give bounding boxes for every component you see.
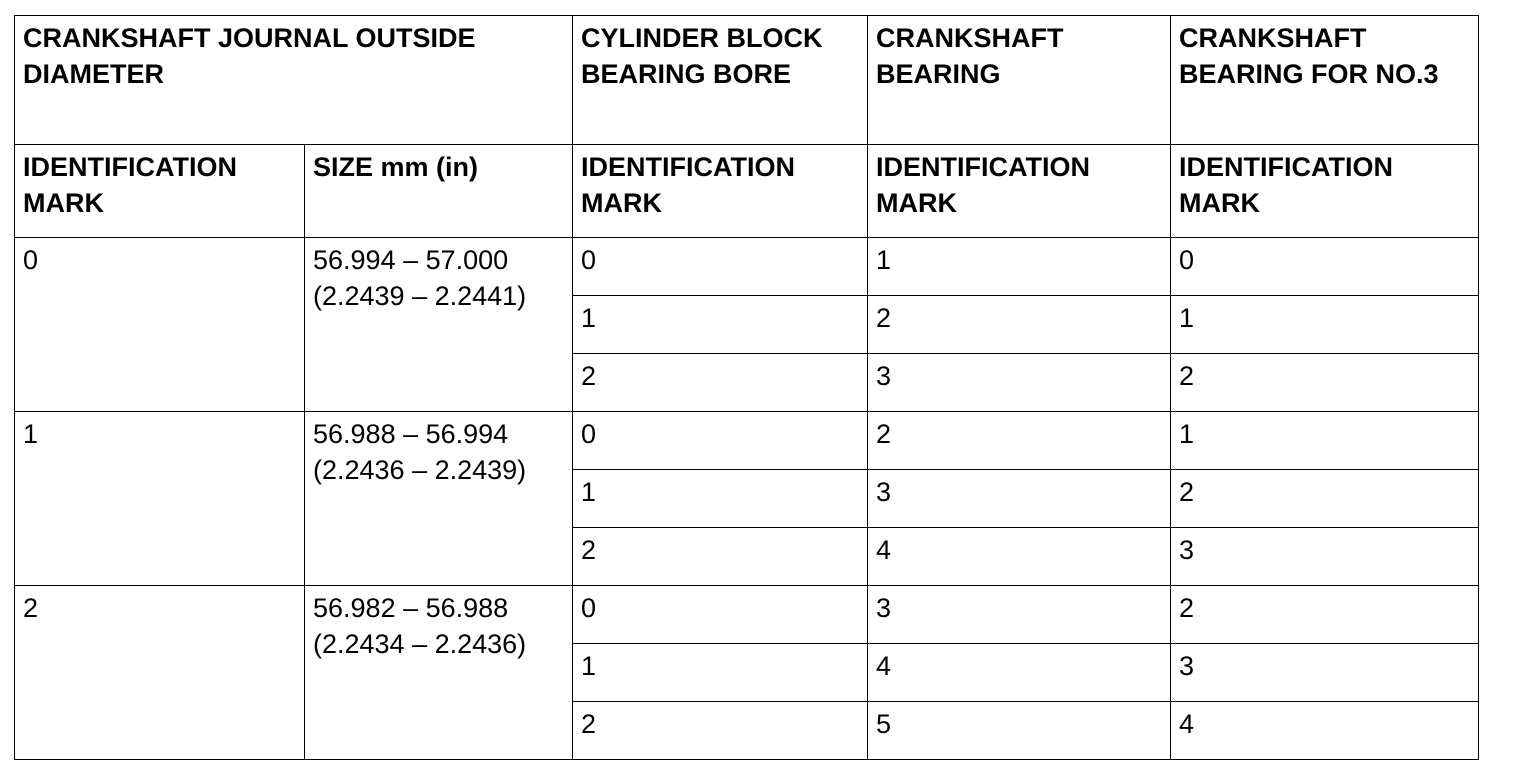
bearing-mark-cell: 3 [868,470,1171,528]
size-mm: 56.994 – 57.000 [313,245,509,275]
table-body [15,16,1479,760]
bearing-no3-mark-cell: 2 [1171,470,1479,528]
bearing-no3-mark-cell: 4 [1171,702,1479,760]
bearing-mark-cell: 3 [868,586,1171,644]
bearing-mark-cell: 4 [868,528,1171,586]
block-mark-cell: 1 [573,470,868,528]
journal-mark-cell: 0 [15,238,305,412]
header-block-bore: CYLINDER BLOCK BEARING BORE [573,16,868,145]
table-row [15,238,1479,296]
size-in: (2.2436 – 2.2439) [313,455,527,485]
bearing-no3-mark-cell: 1 [1171,412,1479,470]
size-in: (2.2439 – 2.2441) [313,281,527,311]
block-mark-cell: 2 [573,528,868,586]
bearing-mark-cell: 4 [868,644,1171,702]
block-mark-cell: 0 [573,412,868,470]
subheader-size: SIZE mm (in) [305,145,573,238]
crankshaft-bearing-selection-table [14,15,1479,760]
subheader-bearing-id-mark: IDENTIFICATION MARK [868,145,1171,238]
block-mark-cell: 1 [573,644,868,702]
bearing-mark-cell: 3 [868,354,1171,412]
size-mm: 56.988 – 56.994 [313,419,509,449]
header-journal-od: CRANKSHAFT JOURNAL OUTSIDE DIAMETER [15,16,573,145]
block-mark-cell: 0 [573,586,868,644]
bearing-mark-cell: 2 [868,296,1171,354]
journal-mark-cell: 2 [15,586,305,760]
subheader-bearing-no3-id-mark: IDENTIFICATION MARK [1171,145,1479,238]
header-bearing-no3: CRANKSHAFT BEARING FOR NO.3 [1171,16,1479,145]
block-mark-cell: 2 [573,354,868,412]
subheader-journal-id-mark: IDENTIFICATION MARK [15,145,305,238]
bearing-mark-cell: 1 [868,238,1171,296]
bearing-no3-mark-cell: 1 [1171,296,1479,354]
block-mark-cell: 1 [573,296,868,354]
bearing-mark-cell: 2 [868,412,1171,470]
journal-mark-cell: 1 [15,412,305,586]
journal-size-cell [305,412,573,586]
subheader-block-id-mark: IDENTIFICATION MARK [573,145,868,238]
bearing-no3-mark-cell: 0 [1171,238,1479,296]
bearing-no3-mark-cell: 3 [1171,644,1479,702]
header-row [15,16,1479,145]
bearing-no3-mark-cell: 3 [1171,528,1479,586]
journal-size-cell [305,238,573,412]
table-row [15,586,1479,644]
bearing-no3-mark-cell: 2 [1171,586,1479,644]
journal-size-cell [305,586,573,760]
block-mark-cell: 2 [573,702,868,760]
size-mm: 56.982 – 56.988 [313,593,509,623]
table-row [15,412,1479,470]
size-in: (2.2434 – 2.2436) [313,629,527,659]
block-mark-cell: 0 [573,238,868,296]
subheader-row [15,145,1479,238]
bearing-no3-mark-cell: 2 [1171,354,1479,412]
header-bearing: CRANKSHAFT BEARING [868,16,1171,145]
bearing-mark-cell: 5 [868,702,1171,760]
